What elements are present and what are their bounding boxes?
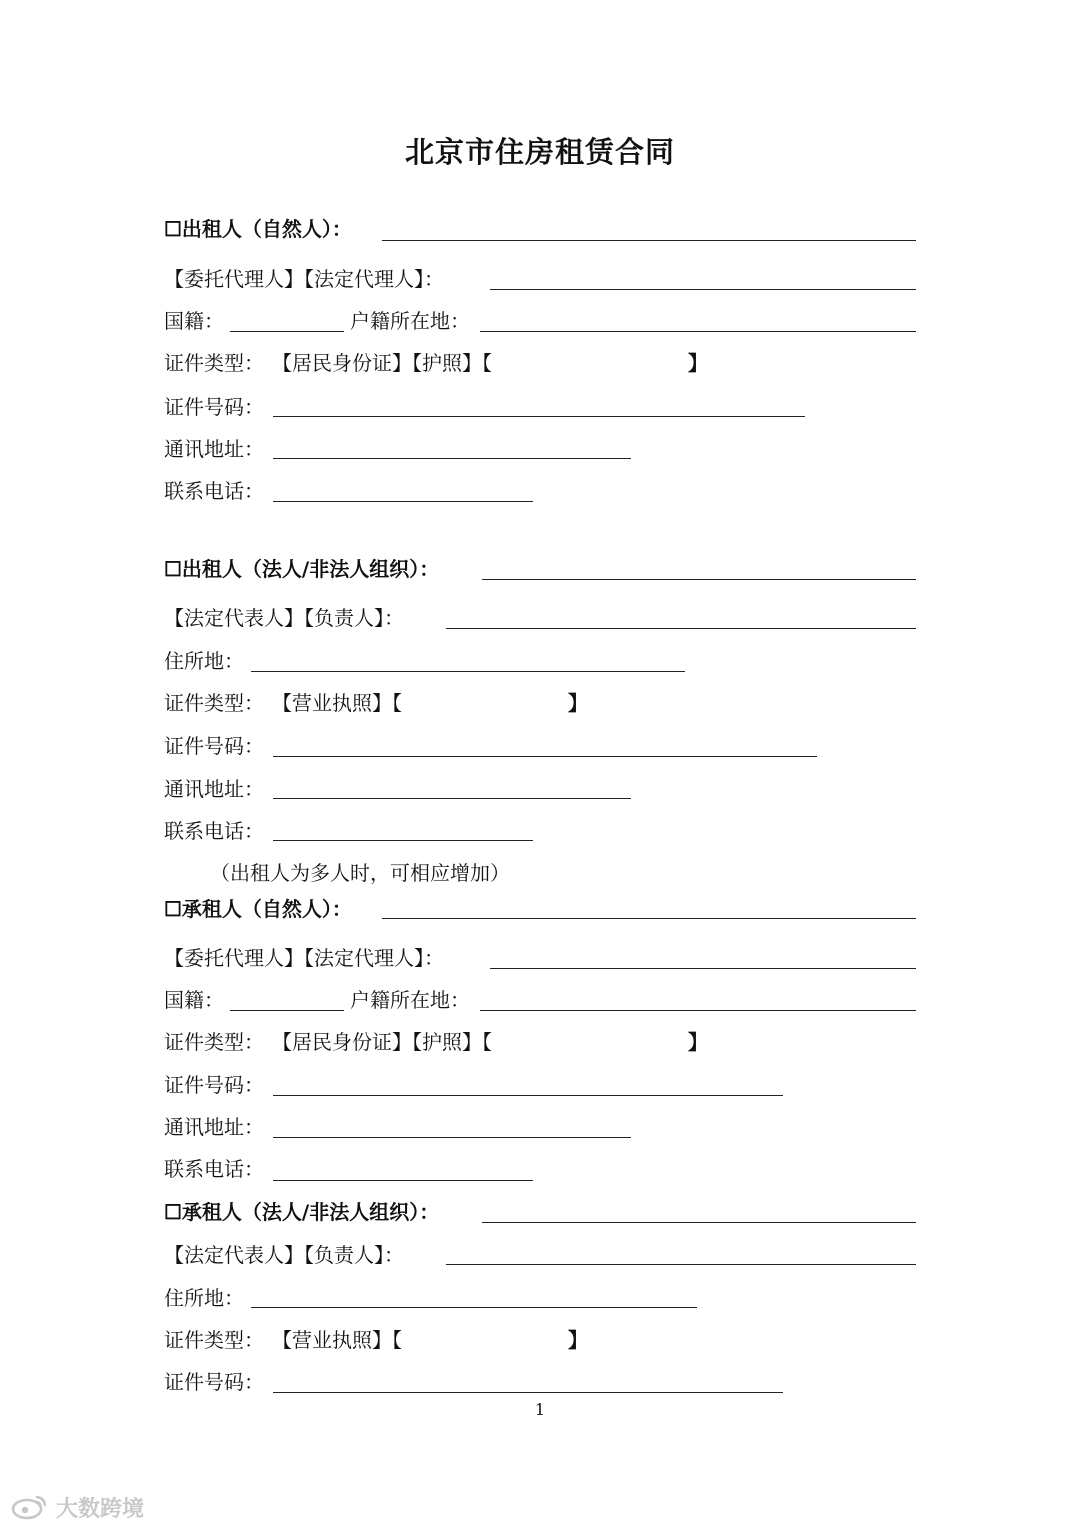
lessor-org-address-line[interactable] xyxy=(273,798,631,799)
weibo-logo-icon xyxy=(10,1493,50,1521)
lessee-org-id-type-options[interactable]: 【营业执照】【 xyxy=(272,1328,402,1352)
lessee-org-rep-label: 【法定代表人】【负责人】： xyxy=(164,1243,404,1267)
lessor-org-id-type-options[interactable]: 【营业执照】【 xyxy=(272,691,402,715)
lessor-org-rep-line[interactable] xyxy=(446,628,916,629)
lessee-org-domicile-label: 住所地： xyxy=(164,1286,244,1310)
lessor-phone-line[interactable] xyxy=(273,501,533,502)
lessor-org-id-type-label: 证件类型： xyxy=(164,691,264,715)
lessor-person-heading: ☐出租人（自然人）： xyxy=(164,217,352,241)
lessee-id-number-label: 证件号码： xyxy=(164,1073,264,1097)
lessee-nationality-line[interactable] xyxy=(230,1010,344,1011)
lessee-org-rep-line[interactable] xyxy=(446,1264,916,1265)
document-title: 北京市住房租赁合同 xyxy=(404,135,675,169)
lessee-id-type-close: 】 xyxy=(688,1030,708,1054)
lessee-nationality-label: 国籍： xyxy=(164,988,224,1012)
lessor-org-heading: ☐出租人（法人/非法人组织）： xyxy=(164,557,440,581)
lessor-org-phone-label: 联系电话： xyxy=(164,819,264,843)
lessee-id-type-label: 证件类型： xyxy=(164,1030,264,1054)
lessee-org-id-number-line[interactable] xyxy=(273,1392,783,1393)
page-number: 1 xyxy=(534,1400,546,1419)
lessee-address-line[interactable] xyxy=(273,1137,631,1138)
lessor-nationality-label: 国籍： xyxy=(164,309,224,333)
lessor-name-line[interactable] xyxy=(382,240,916,241)
lessor-agent-label: 【委托代理人】【法定代理人】： xyxy=(164,267,444,291)
lessee-address-label: 通讯地址： xyxy=(164,1115,264,1139)
lessee-id-number-line[interactable] xyxy=(273,1095,783,1096)
lessee-phone-line[interactable] xyxy=(273,1180,533,1181)
lessor-org-id-number-label: 证件号码： xyxy=(164,734,264,758)
lessee-org-id-number-label: 证件号码： xyxy=(164,1370,264,1394)
lessee-id-type-options[interactable]: 【居民身份证】【护照】【 xyxy=(272,1030,492,1054)
lessor-address-line[interactable] xyxy=(273,458,631,459)
lessee-org-id-type-close: 】 xyxy=(568,1328,588,1352)
watermark xyxy=(10,1490,144,1524)
lessor-id-number-line[interactable] xyxy=(273,416,805,417)
lessee-household-line[interactable] xyxy=(480,1010,916,1011)
lessor-multiple-note: （出租人为多人时，可相应增加） xyxy=(210,861,510,885)
lessee-person-heading: ☐承租人（自然人）： xyxy=(164,897,352,921)
lessor-agent-line[interactable] xyxy=(490,289,916,290)
lessor-phone-label: 联系电话： xyxy=(164,479,264,503)
lessee-household-label: 户籍所在地： xyxy=(350,988,470,1012)
lessor-org-name-line[interactable] xyxy=(482,579,916,580)
lessee-agent-label: 【委托代理人】【法定代理人】： xyxy=(164,946,444,970)
lessee-org-name-line[interactable] xyxy=(482,1222,916,1223)
lessor-org-id-type-close: 】 xyxy=(568,691,588,715)
lessor-org-domicile-label: 住所地： xyxy=(164,649,244,673)
lessor-household-label: 户籍所在地： xyxy=(350,309,470,333)
lessee-name-line[interactable] xyxy=(382,918,916,919)
lessor-id-number-label: 证件号码： xyxy=(164,395,264,419)
lessee-agent-line[interactable] xyxy=(490,968,916,969)
lessor-id-type-label: 证件类型： xyxy=(164,351,264,375)
lessee-org-domicile-line[interactable] xyxy=(251,1307,697,1308)
lessor-address-label: 通讯地址： xyxy=(164,437,264,461)
lessor-org-phone-line[interactable] xyxy=(273,840,533,841)
lessee-org-heading: ☐承租人（法人/非法人组织）： xyxy=(164,1200,440,1224)
lessor-org-address-label: 通讯地址： xyxy=(164,777,264,801)
lessor-org-rep-label: 【法定代表人】【负责人】： xyxy=(164,606,404,630)
lessor-id-type-options[interactable]: 【居民身份证】【护照】【 xyxy=(272,351,492,375)
lessor-org-domicile-line[interactable] xyxy=(251,671,685,672)
lessor-id-type-close: 】 xyxy=(688,351,708,375)
lessee-phone-label: 联系电话： xyxy=(164,1157,264,1181)
watermark-text: 大数跨境 xyxy=(56,1496,145,1522)
lessor-org-id-number-line[interactable] xyxy=(273,756,817,757)
lessor-household-line[interactable] xyxy=(480,331,916,332)
lessee-org-id-type-label: 证件类型： xyxy=(164,1328,264,1352)
lessor-nationality-line[interactable] xyxy=(230,331,344,332)
